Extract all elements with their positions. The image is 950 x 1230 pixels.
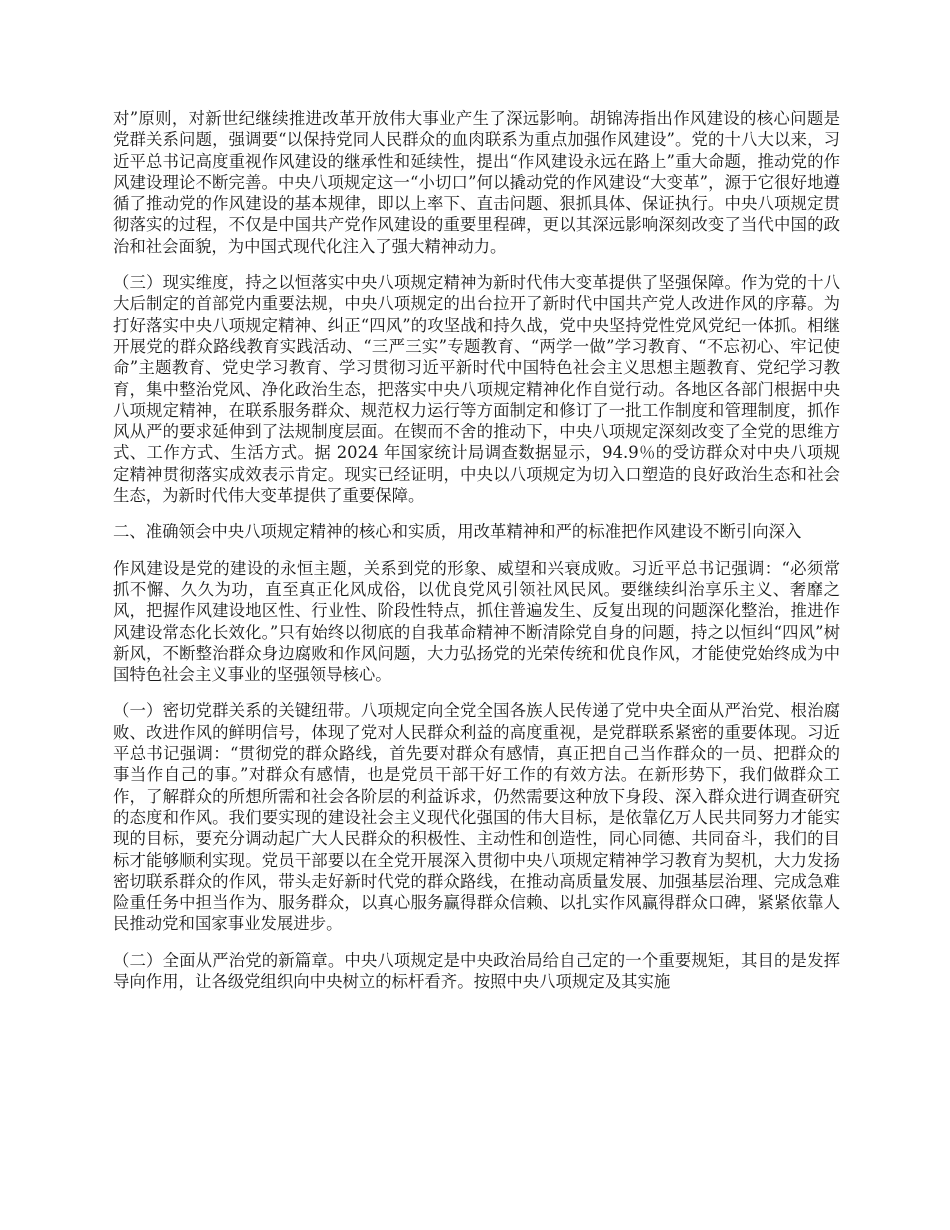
paragraph-style-building-theme: 作风建设是党的建设的永恒主题，关系到党的形象、威望和兴衰成败。习近平总书记强调：“必须常抓不懈、久久为功，直至真正化风成俗，以优良党风引领社风民风。要继续纠治享乐主义、奢靡之风，把握作风建设地区性、行业性、阶段性特点，抓住普遍发生、反复出现的问题深化整治，推进作风建设常态化长效化。”只有始终以彻底的自我革命精神不断清除党自身的问题，持之以恒纠“四风”树新风，不断整治群众身边腐败和作风问题，大力弘扬党的光荣传统和优良作风，才能使党始终成为中国特色社会主义事业的坚强领导核心。 [113,558,840,685]
paragraph-historical-continuation: 对”原则，对新世纪继续推进改革开放伟大事业产生了深远影响。胡锦涛指出作风建设的核心问题是党群关系问题，强调要“以保持党同人民群众的血肉联系为重点加强作风建设”。党的十八大以来，习近平总书记高度重视作风建设的继承性和延续性，提出“作风建设永远在路上”重大命题，推动党的作风建设理论不断完善。中央八项规定这一“小切口”何以撬动党的作风建设“大变革”，源于它很好地遵循了推动党的作风建设的基本规律，即以上率下、直击问题、狠抓具体、保证执行。中央八项规定贯彻落实的过程，不仅是中国共产党作风建设的重要里程碑，更以其深远影响深刻改变了当代中国的政治和社会面貌，为中国式现代化注入了强大精神动力。 [113,109,840,256]
paragraph-party-mass-ties: （一）密切党群关系的关键纽带。八项规定向全党全国各族人民传递了党中央全面从严治党、根治腐败、改进作风的鲜明信号，体现了党对人民群众利益的高度重视，是党群联系紧密的重要体现。习近平总书记强调：“贯彻党的群众路线，首先要对群众有感情，真正把自己当作群众的一员、把群众的事当作自己的事。”对群众有感情，也是党员干部干好工作的有效方法。在新形势下，我们做群众工作，了解群众的所想所需和社会各阶层的利益诉求，仍然需要这种放下身段、深入群众进行调查研究的态度和作风。我们要实现的建设社会主义现代化强国的伟大目标，是依靠亿万人民共同努力才能实现的目标，要充分调动起广大人民群众的积极性、主动性和创造性，同心同德、共同奋斗，我们的目标才能够顺利实现。党员干部要以在全党开展深入贯彻中央八项规定精神学习教育为契机，大力发扬密切联系群众的作风，带头走好新时代党的群众路线，在推动高质量发展、加强基层治理、完成急难险重任务中担当作为、服务群众，以真心服务赢得群众信赖、以扎实作风赢得群众口碑，紧紧依靠人民推动党和国家事业发展进步。 [113,701,840,934]
section-heading-two: 二、准确领会中央八项规定精神的核心和实质，用改革精神和严的标准把作风建设不断引向深入 [113,522,802,542]
paragraph-reality-dimension: （三）现实维度，持之以恒落实中央八项规定精神为新时代伟大变革提供了坚强保障。作为党的十八大后制定的首部党内重要法规，中央八项规定的出台拉开了新时代中国共产党人改进作风的序幕。为打好落实中央八项规定精神、纠正“四风”的攻坚战和持久战，党中央坚持党性党风党纪一体抓。相继开展党的群众路线教育实践活动、“三严三实”专题教育、“两学一做”学习教育、“不忘初心、牢记使命”主题教育、党史学习教育、学习贯彻习近平新时代中国特色社会主义思想主题教育、党纪学习教育，集中整治党风、净化政治生态，把落实中央八项规定精神化作自觉行动。各地区各部门根据中央八项规定精神，在联系服务群众、规范权力运行等方面制定和修订了一批工作制度和管理制度，抓作风从严的要求延伸到了法规制度层面。在锲而不舍的推动下，中央八项规定深刻改变了全党的思维方式、工作方式、生活方式。据 2024 年国家统计局调查数据显示，94.9％的受访群众对中央八项规定精神贯彻落实成效表示肯定。现实已经证明，中央以八项规定为切入口塑造的良好政治生态和社会生态，为新时代伟大变革提供了重要保障。 [113,273,840,506]
document-page [113,108,840,1007]
paragraph-strict-governance: （二）全面从严治党的新篇章。中央八项规定是中央政治局给自己定的一个重要规矩，其目的是发挥导向作用，让各级党组织向中央树立的标杆看齐。按照中央八项规定及其实施 [113,950,840,991]
